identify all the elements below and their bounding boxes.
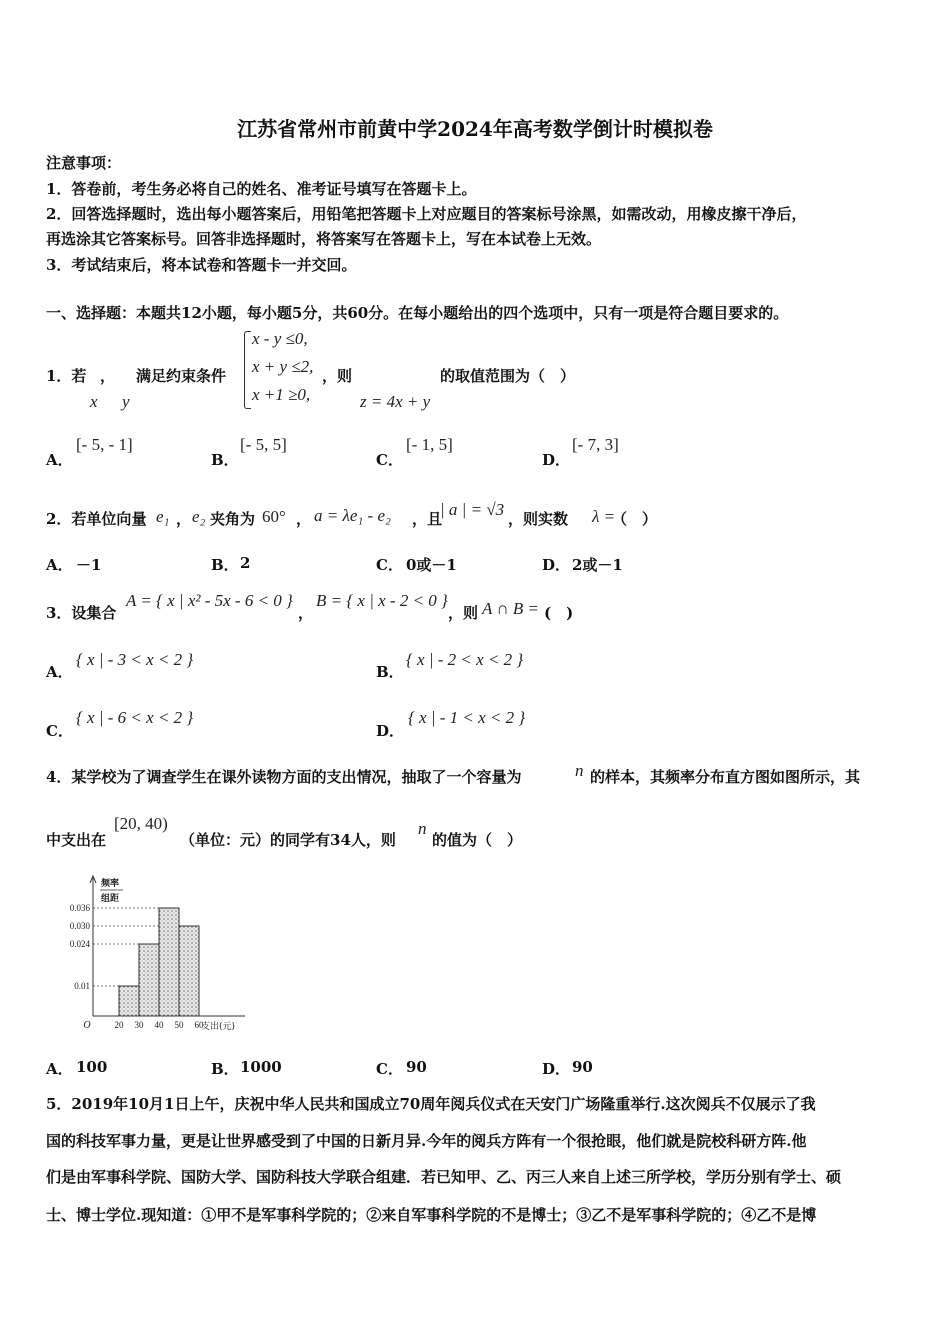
q3-option-d: { x | - 1 < x < 2 } xyxy=(408,708,526,727)
q1-prefix: 1．若 xyxy=(46,367,87,385)
x-axis-label: 支出(元) xyxy=(201,1022,236,1032)
q3-option-d-label: D． xyxy=(376,722,405,740)
q1-ineq: x +1 ≥0, xyxy=(252,385,311,404)
q2-option-c-label: C． xyxy=(376,556,403,574)
q4-text: 中支出在 xyxy=(46,831,107,849)
q3-comma: ， xyxy=(298,604,314,622)
notice-item: 再选涂其它答案标号。回答非选择题时，将答案写在答题卡上，写在本试卷上无效。 xyxy=(46,230,602,248)
q5-text: 们是由军事科学院、国防大学、国防科技大学联合组建．若已知甲、乙、丙三人来自上述三所学校，学历分别有学士、硕 xyxy=(46,1168,842,1186)
q2-option-c: 0或－1 xyxy=(406,556,457,574)
page-title: 江苏省常州市前黄中学2024年高考数学倒计时模拟卷 xyxy=(237,117,713,141)
q4-option-a: 100 xyxy=(76,1058,108,1076)
q2-e1: e₁ xyxy=(156,507,170,526)
q4-option-c-label: C． xyxy=(376,1060,403,1078)
q1-option-d-label: D． xyxy=(542,451,571,469)
q4-option-d: 90 xyxy=(572,1058,593,1076)
q2-comma: ， xyxy=(296,510,312,528)
q2-vector-a: a = λe₁ - e₂ xyxy=(314,506,391,525)
q3-paren: ( ) xyxy=(544,604,574,622)
q4-text: （单位：元）的同学有34人，则 xyxy=(180,831,396,849)
q3-option-c: { x | - 6 < x < 2 } xyxy=(76,708,194,727)
q1-brace xyxy=(244,331,251,409)
q2-option-a-label: A． xyxy=(46,556,73,574)
q3-then: ，则 xyxy=(448,604,479,622)
q1-ineq: x + y ≤2, xyxy=(252,357,314,376)
notice-item: 3．考试结束后，将本试卷和答题卡一并交回。 xyxy=(46,256,357,274)
q1-objective: z = 4x + y xyxy=(360,392,431,411)
q1-comma: ， xyxy=(100,367,116,385)
histogram-bar xyxy=(119,986,139,1016)
q2-e2: e₂ xyxy=(192,507,206,526)
q4-option-d-label: D． xyxy=(542,1060,571,1078)
q2-option-a: －1 xyxy=(76,556,102,574)
y-axis-label-top: 频率 xyxy=(101,879,120,889)
y-tick-label: 0.01 xyxy=(74,981,90,991)
q2-tail: ，则实数 xyxy=(508,510,569,528)
q2-prefix: 2．若单位向量 xyxy=(46,510,147,528)
q1-option-a-label: A． xyxy=(46,451,73,469)
q1-option-b-label: B． xyxy=(211,451,239,469)
q3-option-a-label: A． xyxy=(46,663,73,681)
q4-option-a-label: A． xyxy=(46,1060,73,1078)
q4-option-c: 90 xyxy=(406,1058,427,1076)
y-tick-label: 0.024 xyxy=(69,939,90,949)
q1-tail: 的取值范围为（ ） xyxy=(440,367,576,385)
q1-var-y: y xyxy=(122,392,130,411)
q3-prefix: 3．设集合 xyxy=(46,604,117,622)
q4-text: 的值为（ ） xyxy=(432,831,523,849)
q1-condition: 满足约束条件 xyxy=(136,367,227,385)
q3-set-b: B = { x | x - 2 < 0 } xyxy=(316,591,448,610)
section-heading: 一、选择题：本题共12小题，每小题5分，共60分。在每小题给出的四个选项中，只有一项是符合题目要求的。 xyxy=(46,304,789,322)
q1-option-d: [- 7, 3] xyxy=(572,435,619,454)
notice-heading: 注意事项： xyxy=(46,154,122,172)
q1-option-a: [- 5, - 1] xyxy=(76,435,133,454)
q1-option-c: [- 1, 5] xyxy=(406,435,453,454)
q3-expr: A ∩ B = xyxy=(482,599,539,618)
q2-and: ，且 xyxy=(412,510,443,528)
q1-var-x: x xyxy=(90,392,98,411)
q1-option-b: [- 5, 5] xyxy=(240,435,287,454)
notice-item: 2．回答选择题时，选出每小题答案后，用铅笔把答题卡上对应题目的答案标号涂黑，如需改动，用橡皮擦干净后， xyxy=(46,205,807,223)
q4-option-b: 1000 xyxy=(240,1058,282,1076)
q4-text: 4．某学校为了调查学生在课外读物方面的支出情况，抽取了一个容量为 xyxy=(46,768,522,786)
notice-item: 1．答卷前，考生务必将自己的姓名、准考证号填写在答题卡上。 xyxy=(46,180,477,198)
q4-interval: [20, 40) xyxy=(114,814,168,833)
q3-set-a: A = { x | x² - 5x - 6 < 0 } xyxy=(126,591,293,610)
histogram-bar xyxy=(159,908,179,1016)
q2-sep: ， xyxy=(176,510,192,528)
q3-option-a: { x | - 3 < x < 2 } xyxy=(76,650,194,669)
q4-n: n xyxy=(418,819,427,838)
q4-text: 的样本，其频率分布直方图如图所示，其 xyxy=(590,768,861,786)
q5-text: 士、博士学位.现知道：①甲不是军事科学院的；②来自军事科学院的不是博士；③乙不是军事科学院的；④乙不是博 xyxy=(46,1206,817,1224)
q3-option-b: { x | - 2 < x < 2 } xyxy=(406,650,524,669)
q2-lambda: λ = xyxy=(592,507,616,526)
q2-option-d: 2或－1 xyxy=(572,556,623,574)
q2-option-b: 2 xyxy=(240,554,251,572)
q3-option-b-label: B． xyxy=(376,663,404,681)
y-axis-label-bottom: 组距 xyxy=(101,894,120,904)
histogram-bar xyxy=(139,944,159,1016)
q5-text: 国的科技军事力量，更是让世界感受到了中国的日新月异.今年的阅兵方阵有一个很抢眼，他们就是院校科研方阵.他 xyxy=(46,1132,807,1150)
q2-angle-text: 夹角为 xyxy=(210,510,256,528)
q3-option-c-label: C． xyxy=(46,722,73,740)
q5-text: 5．2019年10月1日上午，庆祝中华人民共和国成立70周年阅兵仪式在天安门广场隆重举行.这次阅兵不仅展示了我 xyxy=(46,1095,816,1113)
q4-n: n xyxy=(575,761,584,780)
x-tick-label: 60 xyxy=(194,1020,204,1030)
x-tick-label: 20 xyxy=(114,1020,124,1030)
y-tick-label: 0.036 xyxy=(69,903,90,913)
origin-label: O xyxy=(83,1020,91,1031)
q1-option-c-label: C． xyxy=(376,451,403,469)
q2-abs: | a | = √3 xyxy=(440,500,505,519)
q1-then: ，则 xyxy=(322,367,353,385)
q1-ineq: x - y ≤0, xyxy=(252,329,308,348)
q2-option-d-label: D． xyxy=(542,556,571,574)
q2-option-b-label: B． xyxy=(211,556,239,574)
frequency-histogram xyxy=(55,870,265,1040)
x-tick-label: 30 xyxy=(134,1020,144,1030)
x-tick-label: 50 xyxy=(174,1020,184,1030)
histogram-bar xyxy=(179,926,199,1016)
x-tick-label: 40 xyxy=(154,1020,164,1030)
q2-end: （ ） xyxy=(612,510,658,528)
y-tick-label: 0.030 xyxy=(69,921,90,931)
q4-option-b-label: B． xyxy=(211,1060,239,1078)
q2-angle: 60° xyxy=(262,507,286,526)
